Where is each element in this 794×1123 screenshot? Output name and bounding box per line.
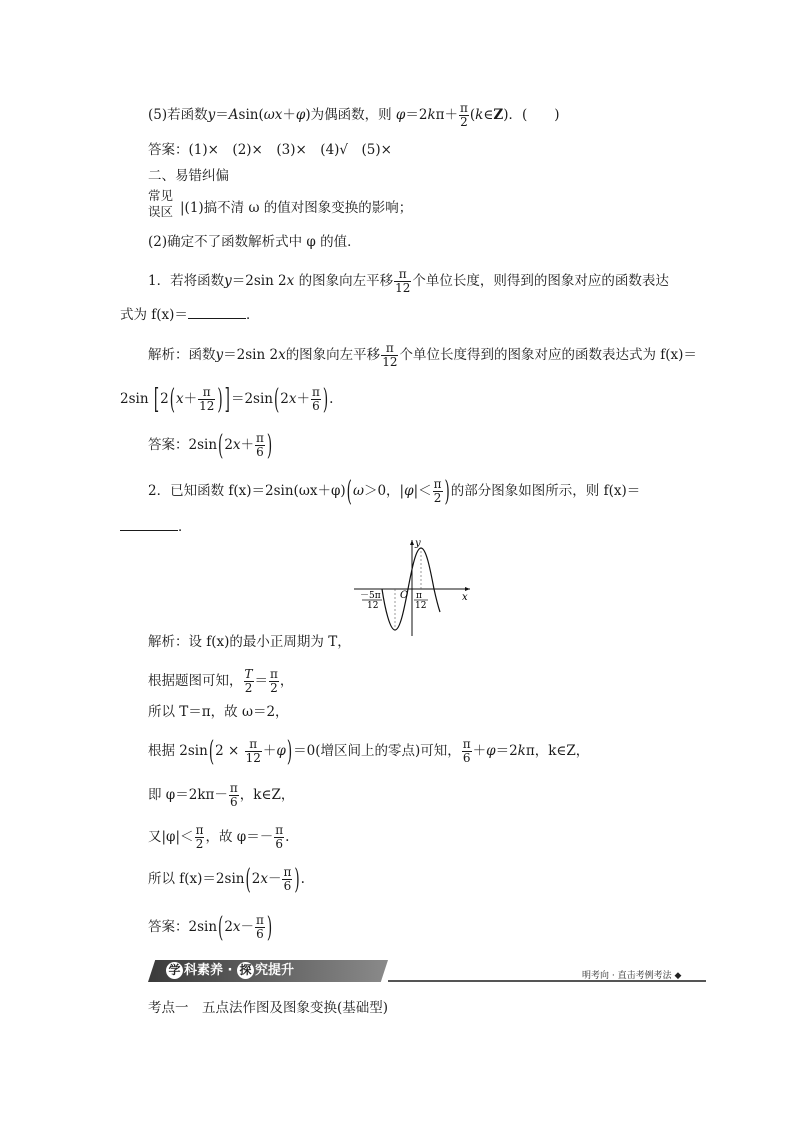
solution-2-line-4: 根据 2sin(2 × $\frac{\pi}{12}$ ＋φ)＝0(增区间上的零点)可知， $\frac{\pi}{6}$ ＋φ＝2kπ，k∈Z， [148,735,590,769]
y-axis-label: y [415,538,421,549]
solution-2-line-2: 根据题图可知， $\frac{T}{2}$ ＝ $\frac{\pi}{2}$ ， [148,667,294,695]
answer-1: 答案：2sin(2x＋ $\frac{\pi}{6}$ ) [148,429,273,463]
solution-2-line-5: 即 φ＝2kπ－ $\frac{\pi}{6}$ ，k∈Z， [148,781,295,809]
tick-left-num: －5π [360,591,381,601]
misconception-label: 常见 误区 [148,188,174,219]
answer-blank-1[interactable] [188,304,246,319]
origin-label: O [400,590,409,601]
solution-1-line-1: 解析：函数y＝2sin 2x的图象向左平移 $\frac{\pi}{12}$ 个单位长度得到的图象对应的函数表达式为 f(x)＝ [148,341,697,369]
misconception-item-1: |(1)搞不清 ω 的值对图象变换的影响； [180,200,413,216]
solution-2-line-7: 所以 f(x)＝2sin(2x－ $\frac{\pi}{6}$ ). [148,863,305,897]
tick-right-num: π [416,591,422,601]
x-axis-label: x [462,592,468,603]
problem-2-line-1: 2．已知函数 f(x)＝2sin(ωx＋φ)(ω＞0，|φ|＜ $\frac{\pi}{2}$ )的部分图象如图所示，则 f(x)＝ [148,475,641,509]
y-axis-arrow [410,540,414,545]
topic-heading: 考点一 五点法作图及图象变换(基础型) [148,1000,389,1016]
banner-subtitle: 明考向 · 直击考例考法 ◆ [582,971,682,981]
problem-1-line-2: 式为 f(x)＝ ． [120,304,259,325]
solution-1-line-2: 2sin [2(x＋ $\frac{\pi}{12}$ ) ]＝2sin(2x＋ $\frac{\pi}{6}$ ). [120,383,334,417]
solution-2-line-3: 所以 T＝π，故 ω＝2， [148,704,289,720]
banner-chip-2: 探 [237,962,254,979]
answer-blank-2[interactable] [120,516,178,531]
section-heading-2: 二、易错纠偏 [148,168,229,184]
solution-2-line-6: 又|φ|＜ $\frac{\pi}{2}$ ，故 φ＝－ $\frac{\pi}{6}$ . [148,823,290,851]
sine-graph [352,536,474,640]
problem-2-line-2: ． [120,516,192,537]
problem-1-line-1: 1．若将函数y＝2sin 2x 的图象向左平移 $\frac{\pi}{12}$ 个单位长度，则得到的图象对应的函数表达 [148,267,669,295]
answer-2: 答案：2sin(2x－ $\frac{\pi}{6}$ ) [148,911,273,945]
solution-2-line-1: 解析：设 f(x)的最小正周期为 T， [148,634,351,650]
tick-right-den: 12 [415,601,427,611]
tick-left-den: 12 [367,601,379,611]
diamond-icon: ◆ [674,971,682,981]
question-5: (5)若函数y＝Asin(ωx＋φ)为偶函数，则 φ＝2kπ＋ $\frac{\pi}{2}$ (k∈Z)．( ) [148,101,560,129]
answers-line-1: 答案：(1)× (2)× (3)× (4)√ (5)× [148,142,392,158]
x-axis-arrow [465,587,470,591]
misconception-item-2: (2)确定不了函数解析式中 φ 的值． [148,234,361,250]
banner-title: 学 科素养 · 探 究提升 [166,961,294,981]
banner-chip-1: 学 [166,962,183,979]
